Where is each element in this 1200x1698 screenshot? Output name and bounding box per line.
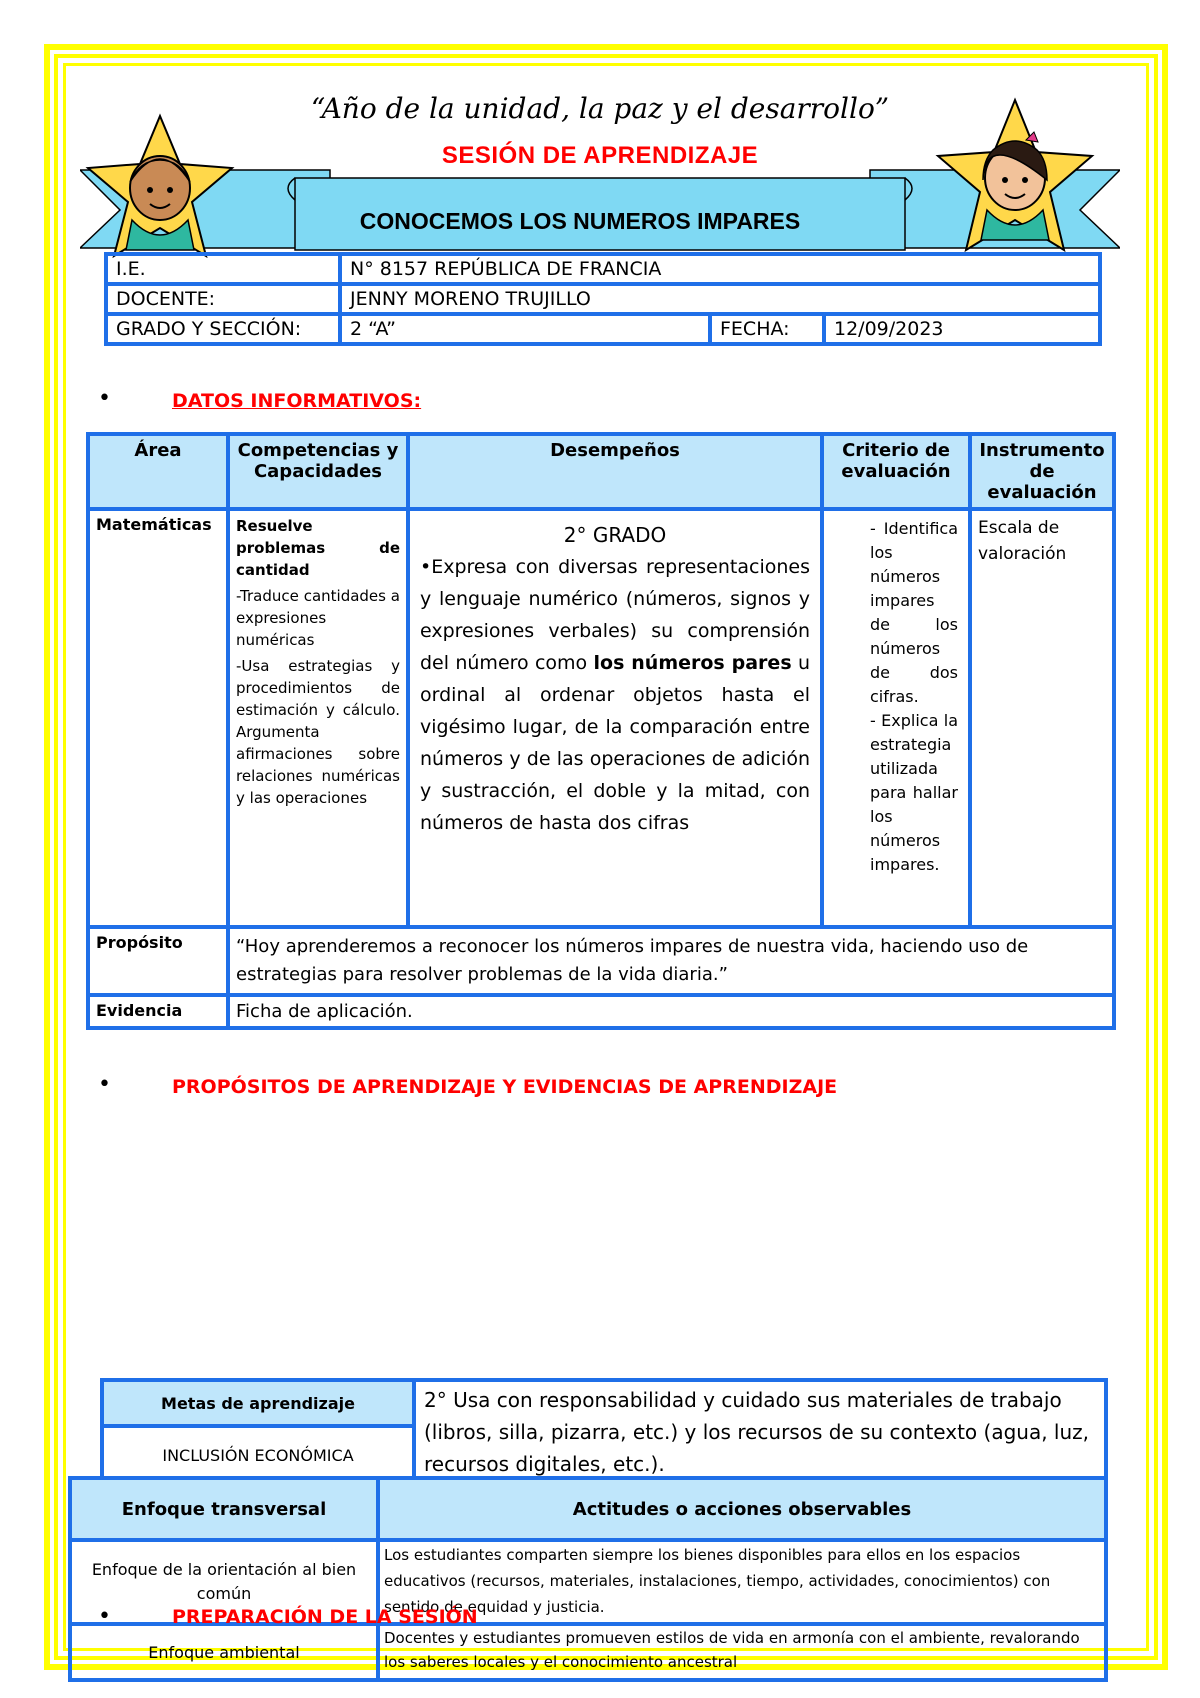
metas-sub: INCLUSIÓN ECONÓMICA (102, 1426, 414, 1484)
criterio-2: - Explica la estrategia utilizada para hallar los números impares. (870, 711, 958, 874)
enfoque-row-1-name: Enfoque de la orientación al bien común (70, 1540, 378, 1624)
desempenos-cell (408, 509, 822, 927)
header-criterio: Criterio de evaluación (822, 434, 970, 509)
info-table (104, 252, 1102, 346)
proposito-value: “Hoy aprenderemos a reconocer los números impares de nuestra vida, haciendo uso de estrategias para resolver problemas de la vida diaria.” (228, 927, 1114, 995)
enfoque-table (68, 1476, 1108, 1682)
header-area: Área (88, 434, 228, 509)
enfoque-header-right: Actitudes o acciones observables (378, 1478, 1106, 1540)
desempeno-text: •Expresa con diversas representaciones y lenguaje numérico (números, signos y expresiones verbales) su comprensión del número como los números pares u ordinal al ordenar objetos hasta el vigésimo lugar, de la comparación entre números y de las operaciones de adición y sustracción, el doble y la mitad, con números de hasta dos cifras (420, 556, 810, 834)
competencia-title: Resuelve problemas de cantidad (236, 517, 400, 579)
section-datos-informativos: DATOS INFORMATIVOS: (172, 390, 422, 412)
bullet-icon: • (98, 1604, 111, 1629)
metas-table (100, 1378, 1108, 1486)
grado-value: 2 “A” (340, 314, 710, 344)
section-propositos: PROPÓSITOS DE APRENDIZAJE Y EVIDENCIAS DE APRENDIZAJE (172, 1076, 838, 1098)
star-girl-illustration (930, 96, 1100, 256)
fecha-label: FECHA: (710, 314, 824, 344)
section-preparacion: PREPARACIÓN DE LA SESIÓN (172, 1606, 478, 1628)
enfoque-header-left: Enfoque transversal (70, 1478, 378, 1540)
enfoque-row-2-name: Enfoque ambiental (70, 1624, 378, 1680)
session-type-title: SESIÓN DE APRENDIZAJE (441, 142, 759, 169)
criterio-cell (822, 509, 970, 927)
docente-value: JENNY MORENO TRUJILLO (340, 284, 1100, 314)
area-cell: Matemáticas (88, 509, 228, 927)
main-table (86, 432, 1116, 1030)
ie-value: N° 8157 REPÚBLICA DE FRANCIA (340, 254, 1100, 284)
instrumento-cell: Escala de valoración (970, 509, 1114, 927)
bullet-icon: • (98, 1072, 111, 1097)
header-instrumento: Instrumento de evaluación (970, 434, 1114, 509)
capacidad-2: -Usa estrategias y procedimientos de estimación y cálculo. Argumenta afirmaciones sobre relaciones numéricas y las operaciones (236, 657, 400, 807)
evidencia-label: Evidencia (88, 995, 228, 1028)
session-title: CONOCEMOS LOS NUMEROS IMPARES (359, 208, 801, 234)
fecha-value: 12/09/2023 (824, 314, 1100, 344)
header-desempenos: Desempeños (408, 434, 822, 509)
criterio-1: - Identifica los números impares de los números de dos cifras. (870, 519, 958, 706)
enfoque-row-2-text: Docentes y estudiantes promueven estilos de vida en armonía con el ambiente, revalorando los saberes locales y el conocimiento ancestral (378, 1624, 1106, 1680)
bullet-icon: • (98, 386, 111, 411)
metas-label: Metas de aprendizaje (102, 1380, 414, 1426)
capacidad-1: -Traduce cantidades a expresiones numéricas (236, 587, 400, 649)
competencias-cell (228, 509, 408, 927)
evidencia-value: Ficha de aplicación. (228, 995, 1114, 1028)
ie-label: I.E. (106, 254, 340, 284)
docente-label: DOCENTE: (106, 284, 340, 314)
enfoque-row-1-text: Los estudiantes comparten siempre los bienes disponibles para ellos en los espacios educativos (recursos, materiales, instalaciones, tiempo, actividades, conocimientos) con sentido de equidad y justicia. (378, 1540, 1106, 1624)
header-competencias: Competencias y Capacidades (228, 434, 408, 509)
grado-label: GRADO Y SECCIÓN: (106, 314, 340, 344)
metas-text: 2° Usa con responsabilidad y cuidado sus materiales de trabajo (libros, silla, pizarra, etc.) y los recursos de su contexto (agua, luz, recursos digitales, etc.). (414, 1380, 1106, 1484)
grado-label-text: 2° GRADO (563, 523, 667, 547)
star-boy-illustration (80, 112, 240, 262)
year-motto: “Año de la unidad, la paz y el desarrollo” (310, 92, 890, 125)
proposito-label: Propósito (88, 927, 228, 995)
